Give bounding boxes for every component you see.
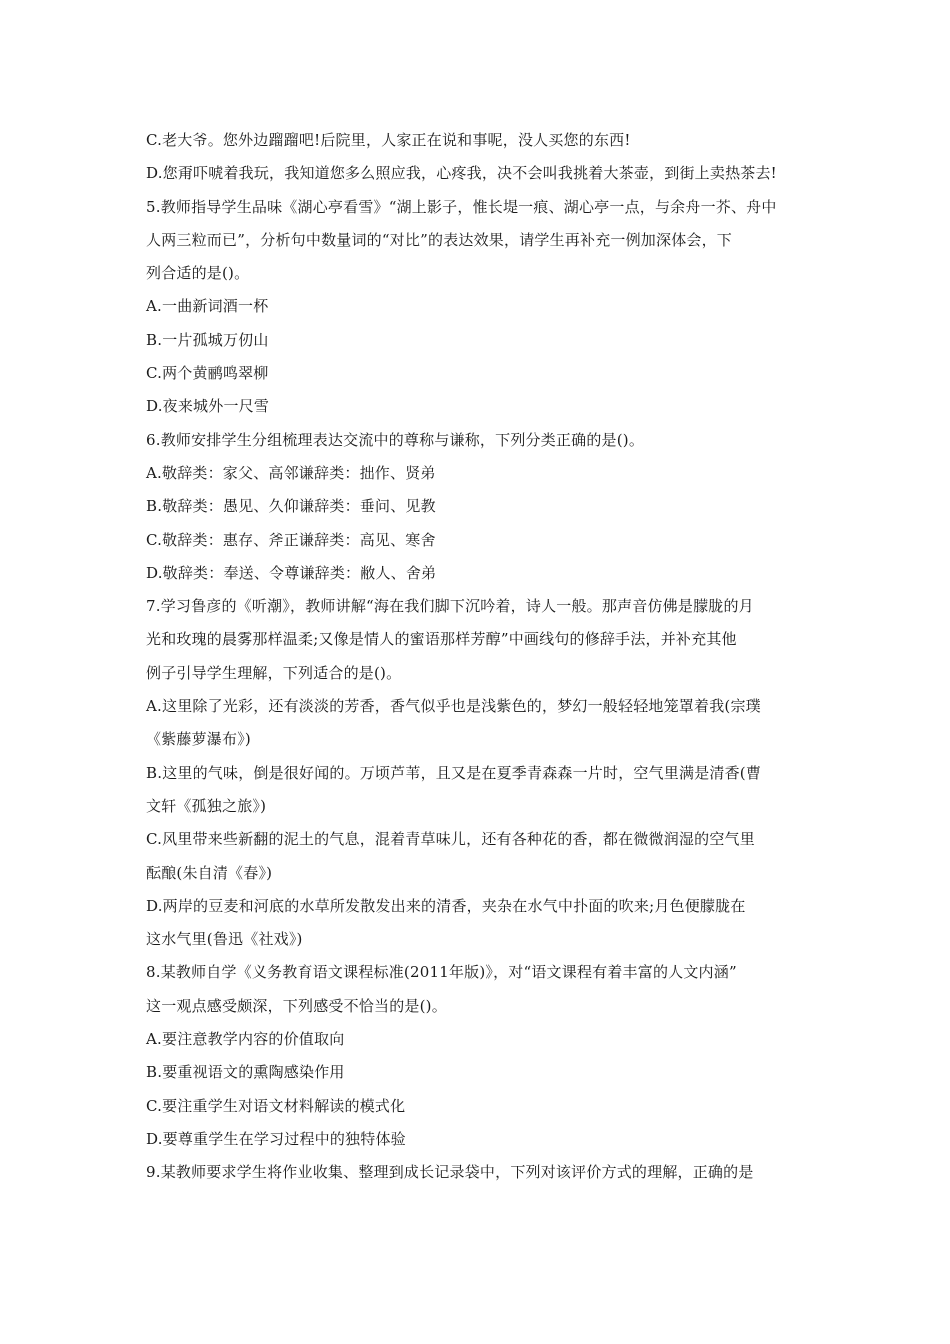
- option-b: B.要重视语文的熏陶感染作用: [146, 1063, 345, 1082]
- question-9-stem: 9.某教师要求学生将作业收集、整理到成长记录袋中，下列对该评价方式的理解，正确的是: [146, 1163, 754, 1182]
- question-6-stem: 6.教师安排学生分组梳理表达交流中的尊称与谦称，下列分类正确的是()。: [146, 430, 645, 449]
- option-d: D.两岸的豆麦和河底的水草所发散发出来的清香，夹杂在水气中扑面的吹来;月色便朦胧在: [146, 896, 746, 915]
- option-d: D.敬辞类：奉送、令尊谦辞类：敝人、舍弟: [146, 563, 437, 582]
- text-line: 人两三粒而已”，分析句中数量词的“对比”的表达效果，请学生再补充一例加深体会，下: [146, 230, 733, 249]
- document-page: [146, 124, 814, 1190]
- question-8-stem: 8.某教师自学《义务教育语文课程标准(2011年版)》，对“语文课程有着丰富的人文内涵”: [146, 963, 737, 982]
- option-d: D.夜来城外一尺雪: [146, 397, 270, 416]
- question-5-stem: 5.教师指导学生品味《湖心亭看雪》“湖上影子，惟长堤一痕、湖心亭一点，与余舟一芥、舟中: [146, 197, 777, 216]
- option-c: C.敬辞类：惠存、斧正谦辞类：高见、寒舍: [146, 530, 436, 549]
- option-d: D.要尊重学生在学习过程中的独特体验: [146, 1129, 406, 1148]
- text-line: 这水气里(鲁迅《社戏》): [146, 930, 303, 949]
- text-line: C.老大爷。您外边蹓蹓吧!后院里，人家正在说和事呢，没人买您的东西!: [146, 131, 631, 149]
- text-line: 《紫藤萝瀑布》): [146, 730, 251, 749]
- option-a: A.这里除了光彩，还有淡淡的芳香，香气似乎也是浅紫色的，梦幻一般轻轻地笼罩着我(宗璞: [146, 697, 761, 716]
- text-line: 例子引导学生理解，下列适合的是()。: [146, 663, 402, 682]
- option-a: A.敬辞类：家父、高邻谦辞类：拙作、贤弟: [146, 463, 436, 482]
- question-7-stem: 7.学习鲁彦的《听潮》，教师讲解“海在我们脚下沉吟着，诗人一般。那声音仿佛是朦胧的月: [146, 597, 754, 616]
- text-line: D.您甭吓唬着我玩，我知道您多么照应我，心疼我，决不会叫我挑着大茶壶，到街上卖热茶去!: [146, 164, 777, 183]
- text-line: 光和玫瑰的晨雾那样温柔;又像是情人的蜜语那样芳醇”中画线句的修辞手法，并补充其他: [146, 630, 737, 649]
- option-b: B.这里的气味，倒是很好闻的。万顷芦苇，且又是在夏季青森森一片时，空气里满是清香(曹: [146, 763, 762, 782]
- option-c: C.风里带来些新翻的泥土的气息，混着青草味儿，还有各种花的香，都在微微润湿的空气里: [146, 830, 755, 849]
- option-b: B.一片孤城万仞山: [146, 330, 269, 349]
- option-c: C.两个黄鹂鸣翠柳: [146, 364, 269, 383]
- option-c: C.要注重学生对语文材料解读的模式化: [146, 1096, 406, 1115]
- option-b: B.敬辞类：愚见、久仰谦辞类：垂问、见教: [146, 497, 436, 516]
- text-line: 酝酿(朱自清《春》): [146, 863, 273, 882]
- option-a: A.一曲新词酒一杯: [146, 297, 269, 316]
- text-line: 文轩《孤独之旅》): [146, 796, 267, 815]
- text-line: 列合适的是()。: [146, 264, 250, 283]
- text-line: 这一观点感受颇深，下列感受不恰当的是()。: [146, 996, 447, 1015]
- option-a: A.要注意教学内容的价值取向: [146, 1030, 345, 1049]
